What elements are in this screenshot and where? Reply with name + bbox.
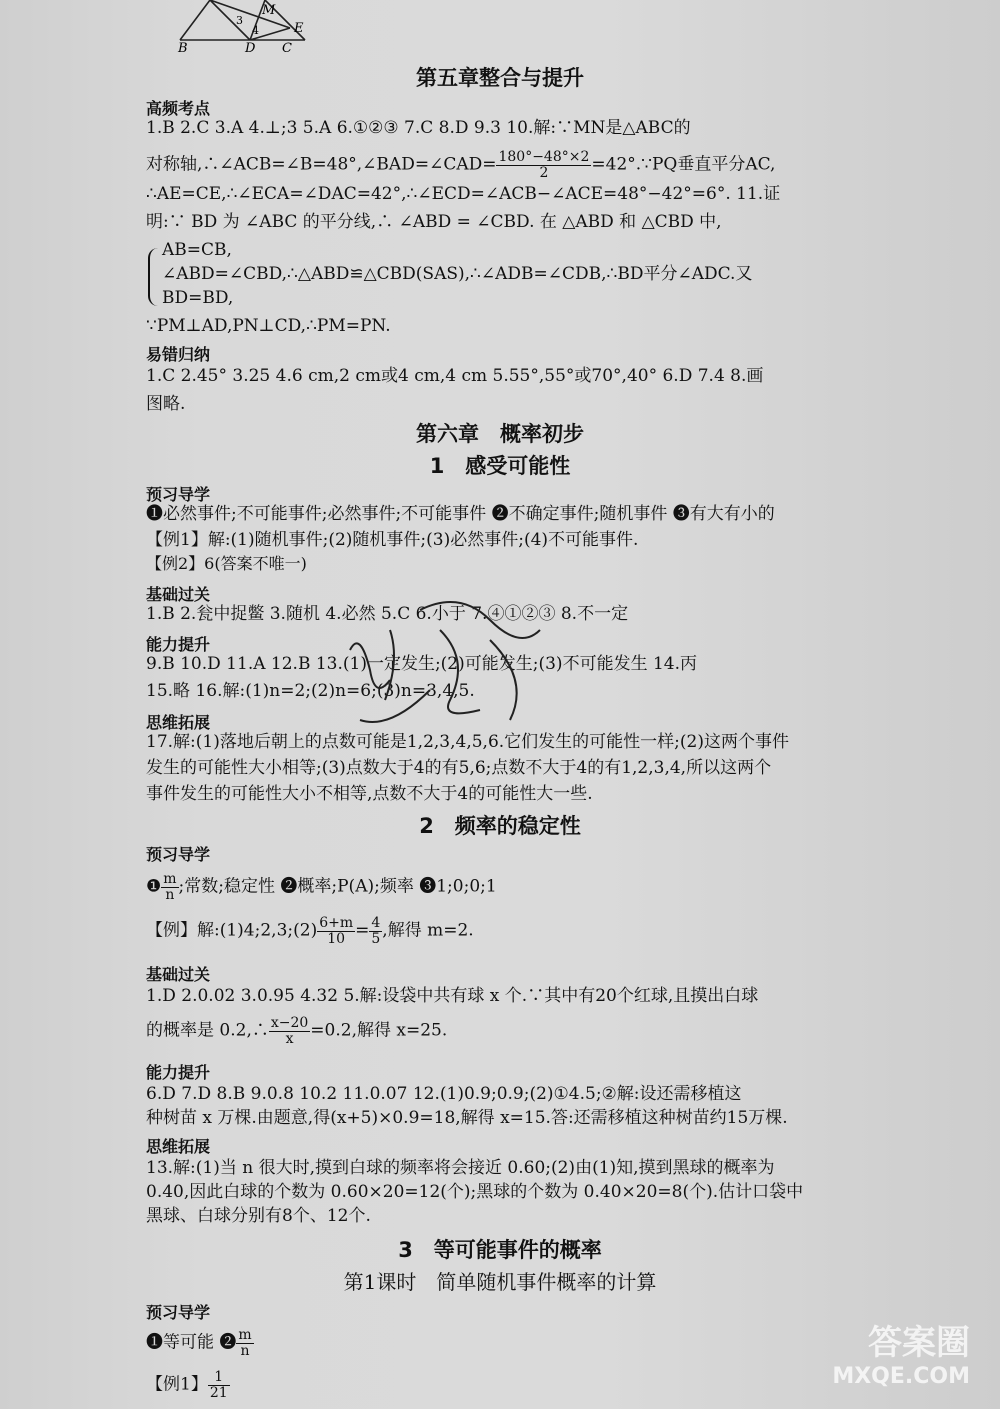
handwritten-scribble [330,570,570,740]
geometry-figure [170,0,320,52]
fraction [317,916,355,946]
answer-line [146,1370,230,1400]
chapter6-title: 第六章 概率初步 [416,422,584,446]
denominator: 2 [539,164,549,181]
lesson3-subtitle: 第1课时 简单随机事件概率的计算 [343,1270,657,1294]
denominator: 10 [327,930,346,947]
answer-line [146,916,474,946]
fraction [369,916,382,946]
denominator: x [285,1030,294,1047]
watermark-logo: 答案圈 [868,1323,970,1363]
lesson3-title: 3 等可能事件的概率 [398,1238,602,1262]
answer-line: ∵PM⊥AD,PN⊥CD,∴PM=PN. [146,316,391,336]
text-fragment: ❶等可能 ❷ [146,1332,237,1353]
numerator: 4 [371,915,381,931]
section-extension: 思维拓展 [146,713,211,732]
label-C: C [282,41,292,52]
section-high-frequency: 高频考点 [146,99,211,118]
text-fragment: 【例1】 [146,1374,208,1395]
fraction [208,1370,230,1400]
denominator: 21 [209,1384,228,1401]
answer-line: 【例2】6(答案不唯一) [146,554,307,573]
text-fragment: 【例】解:(1)4;2,3;(2) [146,920,318,941]
text-fragment: 的概率是 0.2,∴ [146,1020,269,1041]
label-4: 4 [252,24,259,37]
text-fragment: ❶ [146,876,162,897]
fraction [236,1328,253,1358]
numerator: 6+m [319,915,354,931]
answer-line [146,1016,447,1046]
numerator: x−20 [270,1015,309,1031]
answer-line [146,872,497,902]
answer-line: 图略. [146,394,186,414]
system-line: BD=BD, [162,288,234,308]
section-preview: 预习导学 [146,845,211,864]
answer-line: 1.C 2.45° 3.25 4.6 cm,2 cm或4 cm,4 cm 5.55°,55°或70°,40° 6.D 7.4 8.画 [146,366,764,386]
denominator: 5 [371,930,381,947]
label-E: E [294,21,304,36]
section-ability: 能力提升 [146,1063,211,1082]
answer-line: 1.D 2.0.02 3.0.95 4.32 5.解:设袋中共有球 x 个.∵其中有20个红球,且摸出白球 [146,986,759,1006]
answer-line: 15.略 16.解:(1)n=2;(2)n=6;(3)n=3,4,5. [146,681,475,701]
answer-line: 1.B 2.瓮中捉鳖 3.随机 4.必然 5.C 6.小于 7.④①②③ 8.不一定 [146,604,629,624]
denominator: n [240,1342,250,1359]
answer-line: 种树苗 x 万棵.由题意,得(x+5)×0.9=18,解得 x=15.答:还需移植这种树苗约15万棵. [146,1108,788,1128]
answer-line [146,1328,254,1358]
label-D: D [245,41,256,52]
section-basic: 基础过关 [146,585,211,604]
answer-line: 13.解:(1)当 n 很大时,摸到白球的频率将会接近 0.60;(2)由(1)知,摸到黑球的概率为 [146,1158,775,1178]
answer-line: 0.40,因此白球的个数为 0.60×20=12(个);黑球的个数为 0.40×20=8(个).估计口袋中 [146,1182,804,1202]
label-B: B [178,41,188,52]
answer-line: 事件发生的可能性大小不相等,点数不大于4的可能性大一些. [146,784,593,804]
numerator: m [163,871,177,887]
text-fragment: =42°.∵PQ垂直平分AC, [591,154,776,175]
numerator: 1 [208,1370,230,1386]
numerator: m [238,1327,252,1343]
section-common-errors: 易错归纳 [146,345,211,364]
label-3: 3 [236,14,243,27]
section-preview: 预习导学 [146,1303,211,1322]
scribble-stroke [350,602,540,722]
watermark-url: MXQE.COM [832,1364,970,1389]
lesson2-title: 2 频率的稳定性 [419,814,581,838]
lesson1-title: 1 感受可能性 [429,454,571,478]
chapter5-title: 第五章整合与提升 [416,66,584,90]
section-ability: 能力提升 [146,635,211,654]
fraction [269,1016,310,1046]
section-basic: 基础过关 [146,965,211,984]
answer-line: 明:∵ BD 为 ∠ABC 的平分线,∴ ∠ABD = ∠CBD. 在 △ABD 和 △CBD 中, [146,212,722,232]
answer-line: 6.D 7.D 8.B 9.0.8 10.2 11.0.07 12.(1)0.9;0.9;(2)①4.5;②解:设还需移植这 [146,1084,742,1104]
text-fragment: = [355,920,370,941]
system-brace [148,248,162,306]
fraction [161,872,178,902]
answer-line: 黑球、白球分别有8个、12个. [146,1206,371,1226]
answer-line: ∴AE=CE,∴∠ECA=∠DAC=42°,∴∠ECD=∠ACB−∠ACE=48°−42°=6°. 11.证 [146,184,781,204]
answer-line: 发生的可能性大小相等;(3)点数大于4的有5,6;点数不大于4的有1,2,3,4,所以这两个 [146,758,772,778]
text-fragment: ,解得 m=2. [382,920,474,941]
text-fragment: =0.2,解得 x=25. [310,1020,448,1041]
answer-line: 17.解:(1)落地后朝上的点数可能是1,2,3,4,5,6.它们发生的可能性一样;(2)这两个事件 [146,732,789,752]
denominator: n [165,886,175,903]
section-extension: 思维拓展 [146,1137,211,1156]
system-line: AB=CB, [162,240,232,260]
answer-line: 【例1】解:(1)随机事件;(2)随机事件;(3)必然事件;(4)不可能事件. [146,530,639,550]
label-M: M [262,3,276,18]
system-line: ∠ABD=∠CBD,∴△ABD≌△CBD(SAS),∴∠ADB=∠CDB,∴BD平分∠ADC.又 [162,264,753,284]
section-preview: 预习导学 [146,485,211,504]
numerator: 180°−48°×2 [498,149,590,165]
answer-line: 1.B 2.C 3.A 4.⊥;3 5.A 6.①②③ 7.C 8.D 9.3 10.解:∵MN是△ABC的 [146,118,691,138]
answer-line: 9.B 10.D 11.A 12.B 13.(1)一定发生;(2)可能发生;(3)不可能发生 14.丙 [146,654,698,674]
fraction [496,150,591,180]
text-fragment: 对称轴,∴∠ACB=∠B=48°,∠BAD=∠CAD= [146,154,497,175]
answer-line [146,150,775,180]
watermark [832,1315,970,1389]
answer-line: ❶必然事件;不可能事件;必然事件;不可能事件 ❷不确定事件;随机事件 ❸有大有小的 [146,504,775,524]
text-fragment: ;常数;稳定性 ❷概率;P(A);频率 ❸1;0;0;1 [178,876,497,897]
